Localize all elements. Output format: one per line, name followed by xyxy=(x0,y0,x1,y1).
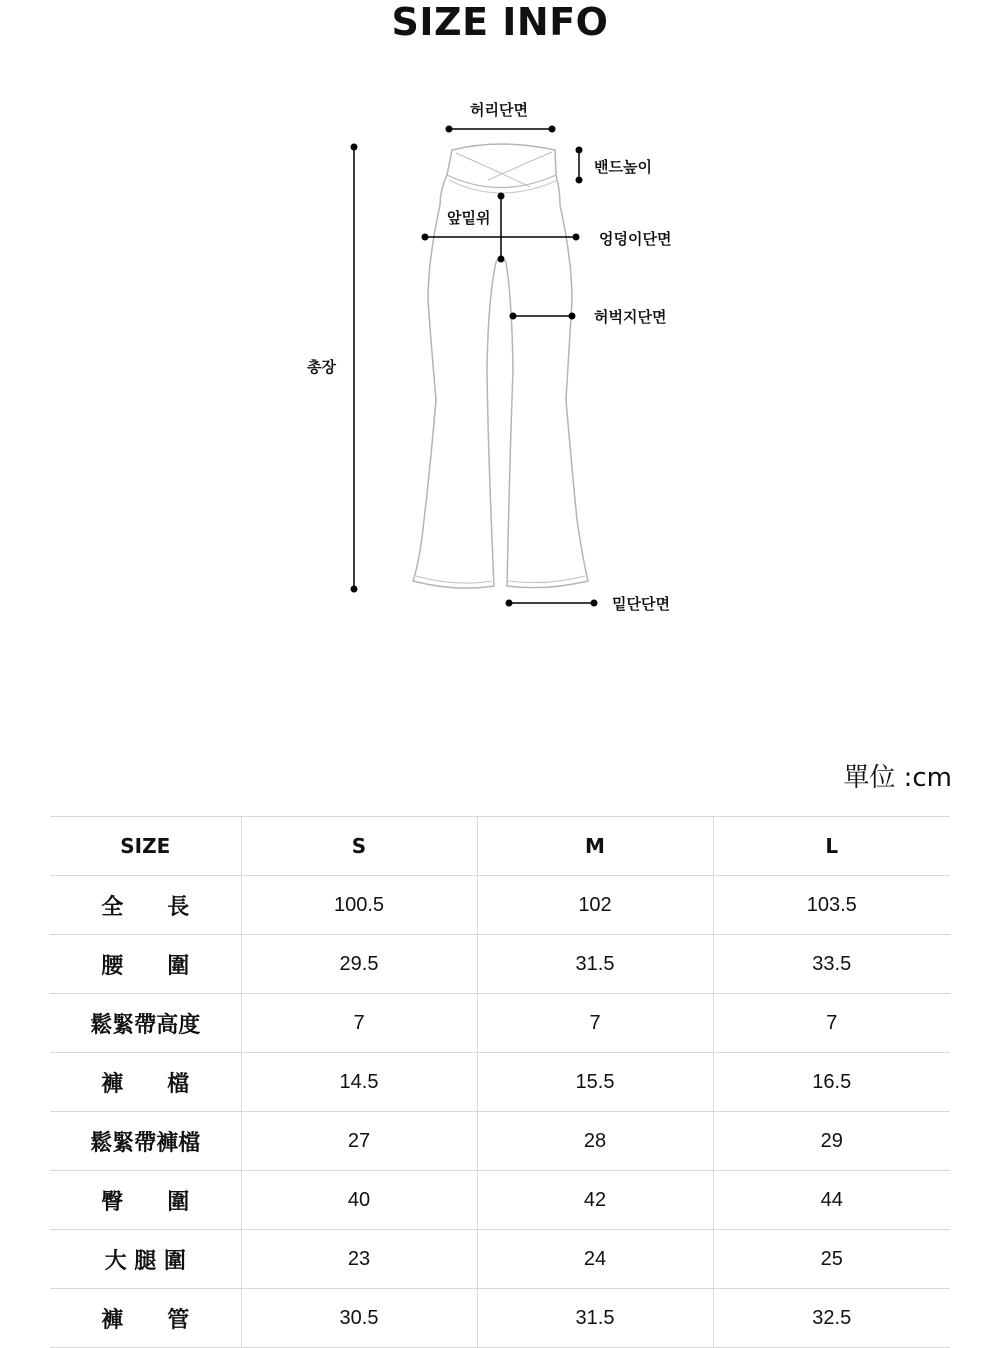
table-row xyxy=(50,1289,950,1348)
cell-value: 40 xyxy=(241,1171,477,1230)
row-label: 臀 圍 xyxy=(50,1171,241,1230)
table-row xyxy=(50,1230,950,1289)
table-row xyxy=(50,1171,950,1230)
header-m: M xyxy=(477,817,713,876)
table-row xyxy=(50,935,950,994)
hip-label: 엉덩이단면 xyxy=(599,230,672,248)
cell-value: 32.5 xyxy=(713,1289,950,1348)
table-row xyxy=(50,1112,950,1171)
table-row xyxy=(50,876,950,935)
row-label: 大 腿 圍 xyxy=(50,1230,241,1289)
table-row xyxy=(50,1053,950,1112)
header-l: L xyxy=(713,817,950,876)
cell-value: 30.5 xyxy=(241,1289,477,1348)
cell-value: 7 xyxy=(241,994,477,1053)
row-label: 鬆緊帶褲檔 xyxy=(50,1112,241,1171)
measure-dot xyxy=(506,600,513,607)
waistband-cross xyxy=(456,153,530,187)
cell-value: 23 xyxy=(241,1230,477,1289)
measure-dot xyxy=(569,313,576,320)
measure-dot xyxy=(351,144,358,151)
hem-label: 밑단단면 xyxy=(612,595,670,613)
measure-dot xyxy=(549,126,556,133)
measure-dot xyxy=(351,586,358,593)
measure-dot xyxy=(591,600,598,607)
cell-value: 31.5 xyxy=(477,1289,713,1348)
cell-value: 33.5 xyxy=(713,935,950,994)
row-label: 褲 管 xyxy=(50,1289,241,1348)
measure-dot xyxy=(510,313,517,320)
measure-dot xyxy=(576,147,583,154)
page-title: SIZE INFO xyxy=(391,0,609,44)
cell-value: 27 xyxy=(241,1112,477,1171)
cell-value: 7 xyxy=(477,994,713,1053)
front-rise-label: 앞밑위 xyxy=(447,209,491,227)
hem-stitch xyxy=(416,576,492,583)
hem-stitch xyxy=(508,576,585,583)
cell-value: 28 xyxy=(477,1112,713,1171)
row-label: 全 長 xyxy=(50,876,241,935)
row-label: 褲 檔 xyxy=(50,1053,241,1112)
measure-dot xyxy=(498,256,505,263)
cell-value: 14.5 xyxy=(241,1053,477,1112)
measure-dot xyxy=(422,234,429,241)
band-height-label: 밴드높이 xyxy=(594,158,652,176)
measure-dot xyxy=(498,193,505,200)
cell-value: 31.5 xyxy=(477,935,713,994)
cell-value: 25 xyxy=(713,1230,950,1289)
header-s: S xyxy=(241,817,477,876)
waistband-line xyxy=(447,175,556,188)
cell-value: 29.5 xyxy=(241,935,477,994)
total-length-label: 총장 xyxy=(307,358,336,376)
row-label: 鬆緊帶高度 xyxy=(50,994,241,1053)
cell-value: 103.5 xyxy=(713,876,950,935)
measure-dot xyxy=(576,177,583,184)
table-header-row xyxy=(50,817,950,876)
cell-value: 15.5 xyxy=(477,1053,713,1112)
measure-dot xyxy=(446,126,453,133)
unit-label: 單位 :cm xyxy=(843,763,952,793)
cell-value: 29 xyxy=(713,1112,950,1171)
waist-label: 허리단면 xyxy=(470,101,528,119)
size-table xyxy=(50,816,950,1348)
cell-value: 7 xyxy=(713,994,950,1053)
header-size: SIZE xyxy=(50,817,241,876)
thigh-label: 허벅지단면 xyxy=(594,308,667,326)
waistband-cross xyxy=(488,152,552,180)
cell-value: 102 xyxy=(477,876,713,935)
measure-dot xyxy=(573,234,580,241)
cell-value: 44 xyxy=(713,1171,950,1230)
row-label: 腰 圍 xyxy=(50,935,241,994)
cell-value: 16.5 xyxy=(713,1053,950,1112)
cell-value: 24 xyxy=(477,1230,713,1289)
cell-value: 42 xyxy=(477,1171,713,1230)
cell-value: 100.5 xyxy=(241,876,477,935)
table-row xyxy=(50,994,950,1053)
